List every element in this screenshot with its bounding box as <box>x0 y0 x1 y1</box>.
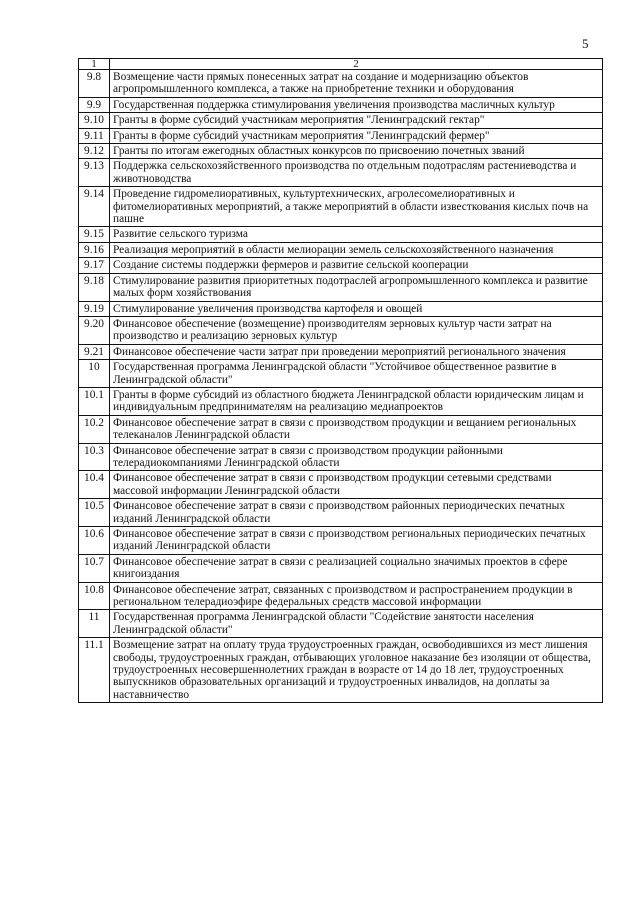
row-number: 10.2 <box>79 415 110 443</box>
row-description: Финансовое обеспечение (возмещение) производителям зерновых культур части затрат на производство и реализацию зерновых культур <box>110 316 603 344</box>
table-row <box>79 471 603 499</box>
table-row <box>79 187 603 227</box>
table-row <box>79 344 603 359</box>
table-header-row <box>79 59 603 70</box>
table-row <box>79 443 603 471</box>
table-row <box>79 610 603 638</box>
table-row <box>79 554 603 582</box>
table-row <box>79 316 603 344</box>
subsidy-table <box>78 58 603 703</box>
row-number: 9.11 <box>79 128 110 143</box>
row-description: Развитие сельского туризма <box>110 227 603 242</box>
row-number: 9.19 <box>79 301 110 316</box>
row-number: 9.21 <box>79 344 110 359</box>
row-description: Создание системы поддержки фермеров и развитие сельской кооперации <box>110 258 603 273</box>
table-row <box>79 527 603 555</box>
table-row <box>79 242 603 257</box>
column-header-description: 2 <box>110 59 603 70</box>
row-description: Финансовое обеспечение затрат в связи с производством продукции и вещанием региональных телеканалов Ленинградской области <box>110 415 603 443</box>
row-description: Финансовое обеспечение части затрат при проведении мероприятий регионального значения <box>110 344 603 359</box>
table-row <box>79 499 603 527</box>
row-description: Финансовое обеспечение затрат в связи с производством продукции сетевыми средствами массовой информации Ленинградской области <box>110 471 603 499</box>
row-number: 9.13 <box>79 159 110 187</box>
row-number: 9.8 <box>79 70 110 98</box>
table-row <box>79 97 603 112</box>
row-number: 11.1 <box>79 638 110 703</box>
row-number: 10.7 <box>79 554 110 582</box>
row-description: Финансовое обеспечение затрат в связи с реализацией социально значимых проектов в сфере книгоиздания <box>110 554 603 582</box>
row-description: Гранты по итогам ежегодных областных конкурсов по присвоению почетных званий <box>110 144 603 159</box>
table-row <box>79 70 603 98</box>
row-description: Гранты в форме субсидий участникам мероприятия "Ленинградский фермер" <box>110 128 603 143</box>
row-number: 9.12 <box>79 144 110 159</box>
row-number: 10 <box>79 360 110 388</box>
row-number: 10.6 <box>79 527 110 555</box>
row-number: 10.8 <box>79 582 110 610</box>
row-number: 9.18 <box>79 273 110 301</box>
row-description: Гранты в форме субсидий из областного бюджета Ленинградской области юридическим лицам и индивидуальным предпринимателям на реализацию медиапроектов <box>110 387 603 415</box>
table-row <box>79 360 603 388</box>
row-description: Гранты в форме субсидий участникам мероприятия "Ленинградский гектар" <box>110 113 603 128</box>
row-description: Финансовое обеспечение затрат, связанных с производством и распространением продукции в региональном телерадиоэфире федеральных средств массовой информации <box>110 582 603 610</box>
table-row <box>79 227 603 242</box>
row-number: 9.14 <box>79 187 110 227</box>
table-row <box>79 301 603 316</box>
row-number: 10.1 <box>79 387 110 415</box>
row-number: 9.9 <box>79 97 110 112</box>
page-number: 5 <box>582 36 589 51</box>
table-row <box>79 144 603 159</box>
table-row <box>79 638 603 703</box>
table-row <box>79 258 603 273</box>
table-row <box>79 159 603 187</box>
row-description: Финансовое обеспечение затрат в связи с производством региональных периодических печатных изданий Ленинградской области <box>110 527 603 555</box>
table-row <box>79 415 603 443</box>
row-description: Стимулирование развития приоритетных подотраслей агропромышленного комплекса и развитие малых форм хозяйствования <box>110 273 603 301</box>
row-description: Проведение гидромелиоративных, культуртехнических, агролесомелиоративных и фитомелиоративных мероприятий, а также мероприятий в области известкования кислых почв на пашне <box>110 187 603 227</box>
table-row <box>79 273 603 301</box>
row-number: 10.5 <box>79 499 110 527</box>
table-row <box>79 113 603 128</box>
row-description: Финансовое обеспечение затрат в связи с производством районных периодических печатных изданий Ленинградской области <box>110 499 603 527</box>
row-description: Реализация мероприятий в области мелиорации земель сельскохозяйственного назначения <box>110 242 603 257</box>
row-number: 9.20 <box>79 316 110 344</box>
row-number: 9.15 <box>79 227 110 242</box>
row-description: Государственная поддержка стимулирования увеличения производства масличных культур <box>110 97 603 112</box>
row-description: Возмещение затрат на оплату труда трудоустроенных граждан, освободившихся из мест лишения свободы, трудоустроенных граждан, отбывающих уголовное наказание без изоляции от общества, трудоустроенных несовершеннолетних граждан в возрасте от 14 до 18 лет, трудоустроенных выпускников образовательных организаций и трудоустроенных инвалидов, на доплаты за наставничество <box>110 638 603 703</box>
row-description: Возмещение части прямых понесенных затрат на создание и модернизацию объектов агропромышленного комплекса, а также на приобретение техники и оборудования <box>110 70 603 98</box>
row-number: 9.17 <box>79 258 110 273</box>
row-description: Поддержка сельскохозяйственного производства по отдельным подотраслям растениеводства и животноводства <box>110 159 603 187</box>
table-row <box>79 128 603 143</box>
row-description: Финансовое обеспечение затрат в связи с производством продукции районными телерадиокомпаниями Ленинградской области <box>110 443 603 471</box>
row-number: 10.4 <box>79 471 110 499</box>
column-header-number: 1 <box>79 59 110 70</box>
row-number: 9.10 <box>79 113 110 128</box>
table-row <box>79 387 603 415</box>
row-number: 11 <box>79 610 110 638</box>
table-row <box>79 582 603 610</box>
row-description: Государственная программа Ленинградской области "Содействие занятости населения Ленинградской области" <box>110 610 603 638</box>
row-description: Государственная программа Ленинградской области "Устойчивое общественное развитие в Ленинградской области" <box>110 360 603 388</box>
row-description: Стимулирование увеличения производства картофеля и овощей <box>110 301 603 316</box>
row-number: 10.3 <box>79 443 110 471</box>
row-number: 9.16 <box>79 242 110 257</box>
